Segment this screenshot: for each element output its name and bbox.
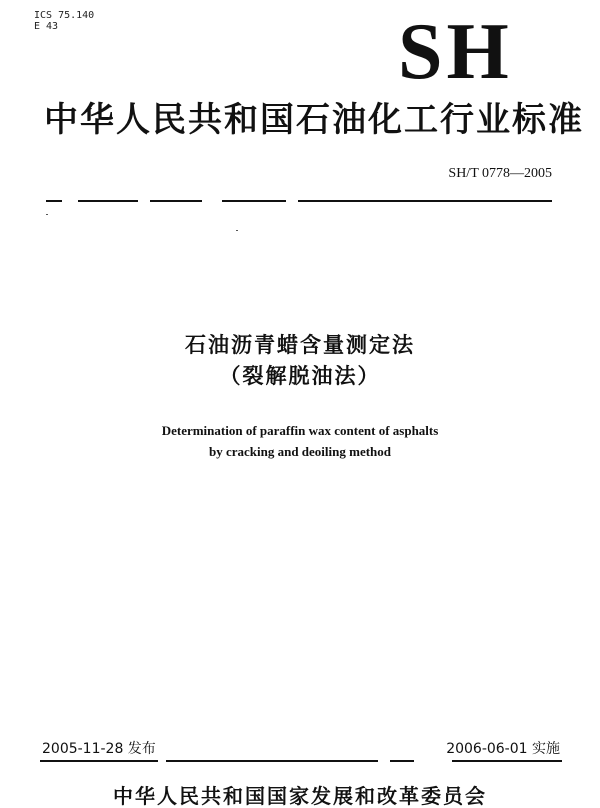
implementation-date: 2006-06-01 实施	[446, 741, 560, 757]
document-title-cn-line2: （裂解脱油法）	[219, 364, 381, 388]
issuing-authority: 中华人民共和国国家发展和改革委员会	[113, 784, 487, 808]
standard-number: SH/T 0778—2005	[448, 166, 552, 181]
document-title-en	[0, 420, 600, 462]
footer-divider	[40, 760, 562, 762]
scan-speck	[236, 230, 238, 231]
header-divider	[46, 200, 552, 202]
document-title-en-line2: by cracking and deoiling method	[208, 444, 392, 459]
document-title-cn	[0, 330, 600, 392]
document-title-en-line1: Determination of paraffin wax content of asphalts	[161, 423, 439, 438]
scan-speck	[46, 214, 48, 215]
document-title-cn-line1: 石油沥青蜡含量测定法	[185, 333, 415, 357]
industry-standard-title: 中华人民共和国石油化工行业标准	[44, 100, 584, 140]
sh-logo: SH	[398, 8, 513, 96]
classification-codes	[34, 10, 94, 32]
category-code: E 43	[34, 21, 59, 32]
issue-date: 2005-11-28 发布	[42, 741, 156, 757]
ics-code: ICS 75.140	[34, 10, 95, 21]
